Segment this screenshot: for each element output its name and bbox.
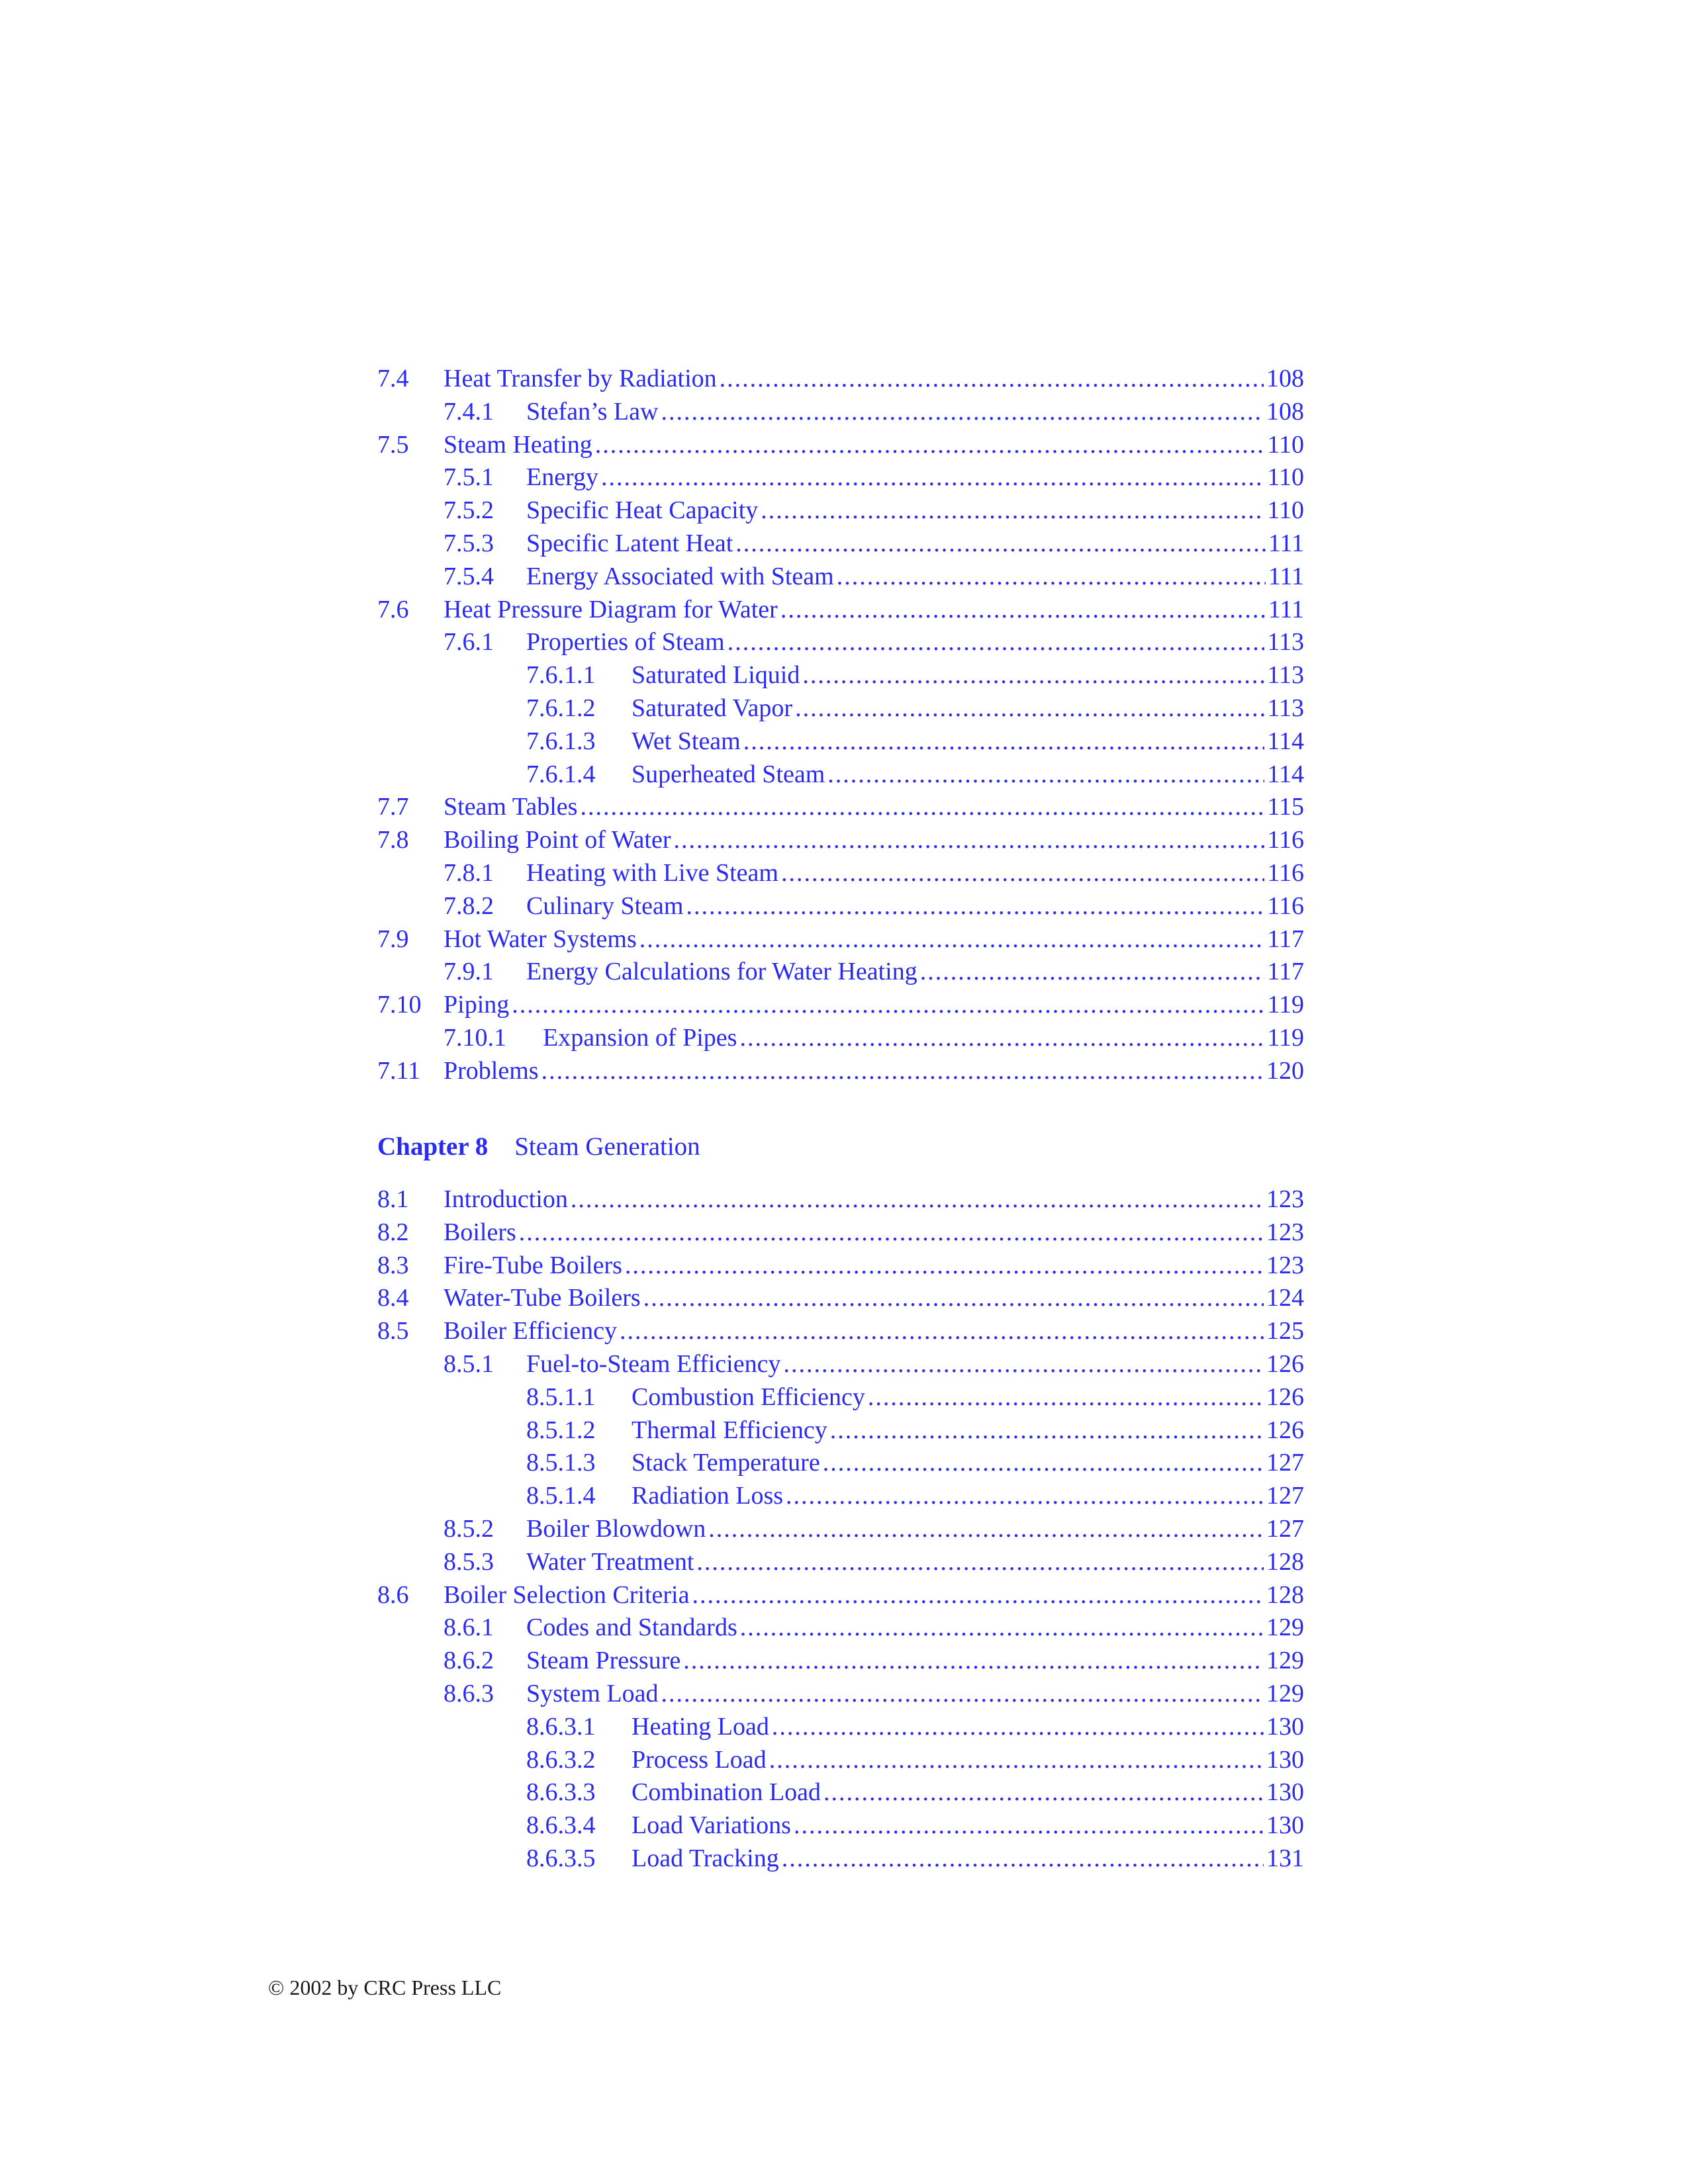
dot-leader — [643, 1282, 1264, 1315]
toc-entry-page: 114 — [1267, 727, 1304, 755]
toc-entry[interactable] — [377, 396, 1304, 429]
toc-entry-line — [526, 1678, 1304, 1711]
dot-leader — [823, 1776, 1264, 1809]
toc-entry-line — [526, 857, 1304, 890]
toc-entry-line — [632, 1843, 1304, 1876]
toc-entry-title: Boiler Blowdown — [526, 1514, 706, 1543]
toc-entry-title: Hot Water Systems — [444, 925, 637, 953]
toc-entry-number: 8.6.3.2 — [526, 1745, 596, 1774]
toc-entry[interactable] — [377, 1216, 1304, 1250]
toc-entry-page: 129 — [1266, 1614, 1304, 1642]
dot-leader — [920, 956, 1265, 989]
toc-entry-line — [444, 1579, 1304, 1612]
toc-entry-line — [526, 1546, 1304, 1579]
toc-entry-line — [444, 989, 1304, 1022]
toc-entry-line — [632, 1381, 1304, 1414]
dot-leader — [783, 1348, 1264, 1381]
toc-entry-title: Water-Tube Boilers — [444, 1284, 641, 1312]
toc-entry-page: 127 — [1266, 1482, 1304, 1510]
toc-entry-page: 123 — [1266, 1251, 1304, 1279]
dot-leader — [571, 1183, 1264, 1216]
toc-entry-number: 8.3 — [377, 1251, 409, 1279]
dot-leader — [580, 791, 1264, 824]
dot-leader — [830, 1414, 1264, 1447]
toc-entry-number: 8.5.1.1 — [526, 1383, 596, 1411]
toc-entry-page: 127 — [1266, 1514, 1304, 1543]
dot-leader — [541, 1055, 1264, 1088]
dot-leader — [519, 1216, 1264, 1250]
toc-entry[interactable] — [377, 1282, 1304, 1315]
toc-entry-page: 113 — [1267, 628, 1304, 657]
toc-entry-page: 108 — [1266, 365, 1304, 392]
dot-leader — [772, 1711, 1264, 1744]
toc-entry-line — [632, 1480, 1304, 1513]
toc-entry-title: Culinary Steam — [526, 891, 684, 920]
toc-entry-line — [632, 659, 1304, 692]
toc-entry-page: 110 — [1267, 496, 1304, 525]
toc-entry-title: Superheated Steam — [632, 760, 825, 788]
dot-leader — [692, 1579, 1264, 1612]
toc-entry-line — [526, 1348, 1304, 1381]
copyright-footer: © 2002 by CRC Press LLC — [268, 1976, 502, 1999]
toc-entry-title: Energy — [526, 463, 599, 492]
dot-leader — [823, 1447, 1264, 1480]
toc-entry-title: Combination Load — [632, 1778, 821, 1807]
toc-entry[interactable] — [377, 1645, 1304, 1678]
toc-entry[interactable] — [377, 1055, 1304, 1088]
toc-entry[interactable] — [377, 494, 1304, 527]
dot-leader — [686, 890, 1264, 923]
toc-entry-number: 7.5.3 — [444, 529, 494, 557]
toc-entry-page: 128 — [1266, 1580, 1304, 1609]
toc-entry[interactable] — [377, 594, 1304, 627]
toc-entry[interactable] — [377, 659, 1304, 692]
toc-entry-page: 117 — [1267, 958, 1304, 986]
toc-entry-page: 123 — [1266, 1218, 1304, 1246]
toc-entry-line — [526, 1645, 1304, 1678]
toc-entry-title: Piping — [444, 991, 510, 1019]
toc-entry-title: Load Tracking — [632, 1844, 779, 1872]
toc-entry-page: 115 — [1267, 793, 1304, 821]
toc-entry-title: Heat Pressure Diagram for Water — [444, 595, 778, 623]
toc-entry-title: Energy Calculations for Water Heating — [526, 958, 917, 986]
toc-entry-title: Heat Transfer by Radiation — [444, 365, 717, 392]
toc-entry-page: 129 — [1266, 1647, 1304, 1675]
toc-entry[interactable] — [377, 1612, 1304, 1645]
toc-entry-title: Boiling Point of Water — [444, 826, 671, 854]
toc-entry-line — [526, 890, 1304, 923]
toc-entry-number: 8.2 — [377, 1218, 409, 1246]
dot-leader — [781, 857, 1264, 890]
dot-leader — [769, 1744, 1264, 1777]
toc-entry-line — [526, 461, 1304, 494]
toc-entry-line — [526, 1513, 1304, 1546]
toc-entry-number: 8.6.3.1 — [526, 1712, 596, 1741]
toc-entry-line — [444, 1055, 1304, 1088]
dot-leader — [661, 1678, 1264, 1711]
toc-entry-page: 110 — [1267, 430, 1304, 459]
toc-entry[interactable] — [377, 890, 1304, 923]
toc-entry-page: 111 — [1268, 529, 1304, 557]
toc-entry-number: 7.5 — [377, 430, 409, 459]
toc-entry-number: 7.6 — [377, 595, 409, 623]
toc-entry[interactable] — [377, 561, 1304, 594]
dot-leader — [620, 1315, 1264, 1348]
toc-entry[interactable] — [377, 461, 1304, 494]
toc-entry-number: 8.5.1.4 — [526, 1482, 596, 1510]
dot-leader — [780, 594, 1266, 627]
toc-entry-title: Expansion of Pipes — [543, 1023, 737, 1052]
toc-entry[interactable] — [377, 1414, 1304, 1447]
toc-entry-page: 130 — [1266, 1811, 1304, 1840]
toc-entry-page: 110 — [1267, 463, 1304, 492]
dot-leader — [661, 396, 1264, 429]
toc-entry-line — [543, 1022, 1304, 1055]
toc-entry-number: 8.5 — [377, 1317, 409, 1345]
toc-entry-number: 7.8.2 — [444, 891, 494, 920]
toc-entry-title: Water Treatment — [526, 1547, 694, 1576]
toc-entry-line — [632, 1776, 1304, 1809]
toc-entry-line — [526, 396, 1304, 429]
toc-entry[interactable] — [377, 758, 1304, 792]
toc-entry[interactable] — [377, 1546, 1304, 1579]
toc-entry-title: Heating Load — [632, 1712, 769, 1741]
toc-entry-page: 124 — [1266, 1284, 1304, 1312]
toc-entry-page: 114 — [1267, 760, 1304, 788]
toc-entry-number: 8.5.1.3 — [526, 1449, 596, 1477]
toc-entry-title: Boiler Selection Criteria — [444, 1580, 690, 1609]
toc-entry-title: Process Load — [632, 1745, 767, 1774]
toc-entry-page: 129 — [1266, 1679, 1304, 1707]
toc-entry[interactable] — [377, 429, 1304, 462]
toc-entry-number: 8.6 — [377, 1580, 409, 1609]
toc-entry-number: 8.5.2 — [444, 1514, 494, 1543]
toc-entry-title: Load Variations — [632, 1811, 791, 1840]
toc-entry-line — [632, 692, 1304, 725]
toc-entry-title: Properties of Steam — [526, 628, 725, 657]
toc-entry-page: 116 — [1267, 891, 1304, 920]
toc-entry-page: 113 — [1267, 661, 1304, 690]
toc-entry[interactable] — [377, 1744, 1304, 1777]
toc-entry-title: Specific Heat Capacity — [526, 496, 759, 525]
toc-entry-page: 108 — [1266, 397, 1304, 426]
toc-entry-line — [444, 1183, 1304, 1216]
toc-section-chapter-8 — [377, 1183, 1304, 1876]
dot-leader — [739, 1022, 1264, 1055]
toc-entry-number: 8.5.1 — [444, 1349, 494, 1378]
toc-entry[interactable] — [377, 1183, 1304, 1216]
toc-entry-line — [632, 1414, 1304, 1447]
toc-entry[interactable] — [377, 725, 1304, 758]
toc-entry-page: 128 — [1266, 1547, 1304, 1576]
toc-entry-number: 7.8.1 — [444, 858, 494, 887]
toc-entry-line — [632, 1711, 1304, 1744]
toc-entry-page: 125 — [1266, 1317, 1304, 1345]
toc-entry-number: 7.8 — [377, 826, 409, 854]
toc-entry-page: 117 — [1267, 925, 1304, 953]
toc-entry-page: 120 — [1266, 1056, 1304, 1085]
dot-leader — [761, 494, 1264, 527]
toc-entry-page: 119 — [1267, 1023, 1304, 1052]
toc-entry[interactable] — [377, 1381, 1304, 1414]
toc-entry-number: 8.1 — [377, 1185, 409, 1213]
toc-entry-number: 7.11 — [377, 1056, 421, 1085]
dot-leader — [743, 725, 1265, 758]
dot-leader — [625, 1250, 1264, 1283]
toc-entry[interactable] — [377, 1022, 1304, 1055]
toc-entry-title: Boilers — [444, 1218, 516, 1246]
toc-entry-title: Specific Latent Heat — [526, 529, 733, 557]
toc-entry-page: 119 — [1267, 991, 1304, 1019]
toc-entry-page: 130 — [1266, 1778, 1304, 1807]
toc-entry-number: 7.6.1 — [444, 628, 494, 657]
toc-section-chapter-7 — [377, 363, 1304, 1088]
toc-entry-line — [526, 626, 1304, 659]
dot-leader — [512, 989, 1264, 1022]
toc-entry[interactable] — [377, 923, 1304, 956]
toc-entry-line — [632, 758, 1304, 792]
dot-leader — [782, 1843, 1264, 1876]
toc-entry-line — [444, 923, 1304, 956]
toc-entry-line — [444, 363, 1304, 396]
toc-entry-number: 8.6.2 — [444, 1647, 494, 1675]
dot-leader — [595, 429, 1265, 462]
dot-leader — [827, 758, 1264, 792]
toc-entry-title: Thermal Efficiency — [632, 1416, 827, 1444]
toc-entry-title: Heating with Live Steam — [526, 858, 778, 887]
toc-entry[interactable] — [377, 1776, 1304, 1809]
dot-leader — [683, 1645, 1264, 1678]
toc-entry-line — [444, 429, 1304, 462]
dot-leader — [696, 1546, 1264, 1579]
toc-entry-number: 7.9 — [377, 925, 409, 953]
dot-leader — [727, 626, 1265, 659]
chapter-heading[interactable] — [377, 1132, 700, 1161]
toc-entry-line — [444, 1250, 1304, 1283]
chapter-label: Chapter 8 — [377, 1132, 489, 1161]
toc-entry[interactable] — [377, 989, 1304, 1022]
toc-entry-number: 7.9.1 — [444, 958, 494, 986]
toc-entry-title: Radiation Loss — [632, 1482, 784, 1510]
toc-entry-page: 116 — [1267, 826, 1304, 854]
toc-entry-page: 123 — [1266, 1185, 1304, 1213]
toc-entry[interactable] — [377, 956, 1304, 989]
toc-entry-number: 7.5.4 — [444, 562, 494, 590]
toc-entry[interactable] — [377, 1348, 1304, 1381]
toc-entry-title: Introduction — [444, 1185, 568, 1213]
toc-entry-page: 130 — [1266, 1745, 1304, 1774]
dot-leader — [786, 1480, 1264, 1513]
toc-entry[interactable] — [377, 527, 1304, 561]
toc-entry-title: Steam Heating — [444, 430, 592, 459]
toc-entry-page: 111 — [1268, 562, 1304, 590]
dot-leader — [794, 1809, 1264, 1843]
toc-entry-title: Combustion Efficiency — [632, 1383, 865, 1411]
toc-entry-number: 7.6.1.2 — [526, 694, 596, 722]
toc-entry-title: Saturated Vapor — [632, 694, 793, 722]
toc-entry-page: 126 — [1266, 1416, 1304, 1444]
toc-entry[interactable] — [377, 1513, 1304, 1546]
toc-entry-page: 113 — [1267, 694, 1304, 722]
toc-entry[interactable] — [377, 1809, 1304, 1843]
toc-entry[interactable] — [377, 1711, 1304, 1744]
dot-leader — [802, 659, 1264, 692]
toc-entry[interactable] — [377, 1315, 1304, 1348]
toc-entry-title: Energy Associated with Steam — [526, 562, 834, 590]
toc-entry-line — [444, 1282, 1304, 1315]
toc-entry-line — [526, 561, 1304, 594]
toc-entry-page: 116 — [1267, 858, 1304, 887]
toc-entry[interactable] — [377, 857, 1304, 890]
toc-entry-page: 111 — [1268, 595, 1304, 623]
dot-leader — [868, 1381, 1264, 1414]
toc-entry-title: Codes and Standards — [526, 1614, 737, 1642]
toc-entry-page: 130 — [1266, 1712, 1304, 1741]
dot-leader — [795, 692, 1264, 725]
toc-entry-title: Fire-Tube Boilers — [444, 1251, 622, 1279]
toc-entry-number: 7.5.1 — [444, 463, 494, 492]
toc-entry-title: Stefan’s Law — [526, 397, 659, 426]
toc-entry-number: 7.10.1 — [444, 1023, 506, 1052]
toc-entry-number: 7.5.2 — [444, 496, 494, 525]
toc-entry[interactable] — [377, 692, 1304, 725]
toc-entry-title: Steam Pressure — [526, 1647, 681, 1675]
toc-entry-page: 131 — [1266, 1844, 1304, 1872]
toc-entry-number: 8.5.1.2 — [526, 1416, 596, 1444]
toc-entry-title: Problems — [444, 1056, 539, 1085]
toc-entry-number: 7.6.1.1 — [526, 661, 596, 690]
toc-entry-title: System Load — [526, 1679, 659, 1707]
toc-entry-page: 126 — [1266, 1349, 1304, 1378]
toc-entry-page: 126 — [1266, 1383, 1304, 1411]
toc-entry[interactable] — [377, 824, 1304, 857]
toc-entry-line — [444, 791, 1304, 824]
toc-entry[interactable] — [377, 1843, 1304, 1876]
toc-entry[interactable] — [377, 1447, 1304, 1480]
toc-entry[interactable] — [377, 1579, 1304, 1612]
toc-entry-number: 8.6.3.4 — [526, 1811, 596, 1840]
dot-leader — [837, 561, 1266, 594]
toc-entry-number: 8.6.3 — [444, 1679, 494, 1707]
toc-entry-number: 7.10 — [377, 991, 422, 1019]
toc-entry-number: 7.7 — [377, 793, 409, 821]
toc-entry-title: Saturated Liquid — [632, 661, 800, 690]
dot-leader — [720, 363, 1264, 396]
toc-entry-line — [526, 494, 1304, 527]
toc-entry-line — [632, 725, 1304, 758]
dot-leader — [639, 923, 1265, 956]
toc-entry-page: 127 — [1266, 1449, 1304, 1477]
toc-entry-number: 8.6.3.3 — [526, 1778, 596, 1807]
toc-entry-line — [526, 1612, 1304, 1645]
toc-entry-number: 8.6.1 — [444, 1614, 494, 1642]
toc-entry-number: 7.4.1 — [444, 397, 494, 426]
toc-entry-line — [526, 956, 1304, 989]
toc-entry-title: Boiler Efficiency — [444, 1317, 618, 1345]
toc-entry[interactable] — [377, 1480, 1304, 1513]
toc-entry[interactable] — [377, 791, 1304, 824]
toc-entry-number: 7.4 — [377, 365, 409, 392]
toc-entry-line — [444, 1216, 1304, 1250]
toc-entry-number: 8.6.3.5 — [526, 1844, 596, 1872]
toc-entry-title: Fuel-to-Steam Efficiency — [526, 1349, 781, 1378]
toc-entry-number: 7.6.1.4 — [526, 760, 596, 788]
toc-entry-line — [444, 1315, 1304, 1348]
dot-leader — [740, 1612, 1264, 1645]
toc-entry[interactable] — [377, 1250, 1304, 1283]
toc-entry-line — [632, 1809, 1304, 1843]
toc-entry-line — [632, 1447, 1304, 1480]
toc-entry-line — [526, 527, 1304, 561]
toc-entry-title: Stack Temperature — [632, 1449, 820, 1477]
toc-entry-number: 8.5.3 — [444, 1547, 494, 1576]
toc-entry-number: 7.6.1.3 — [526, 727, 596, 755]
dot-leader — [708, 1513, 1264, 1546]
toc-entry-line — [444, 824, 1304, 857]
toc-entry[interactable] — [377, 363, 1304, 396]
toc-entry[interactable] — [377, 1678, 1304, 1711]
dot-leader — [601, 461, 1264, 494]
toc-entry-line — [632, 1744, 1304, 1777]
toc-entry-number: 8.4 — [377, 1284, 409, 1312]
toc-entry[interactable] — [377, 626, 1304, 659]
dot-leader — [674, 824, 1265, 857]
toc-entry-line — [444, 594, 1304, 627]
toc-entry-title: Wet Steam — [632, 727, 741, 755]
toc-entry-title: Steam Tables — [444, 793, 578, 821]
chapter-title: Steam Generation — [514, 1132, 700, 1161]
dot-leader — [735, 527, 1266, 561]
